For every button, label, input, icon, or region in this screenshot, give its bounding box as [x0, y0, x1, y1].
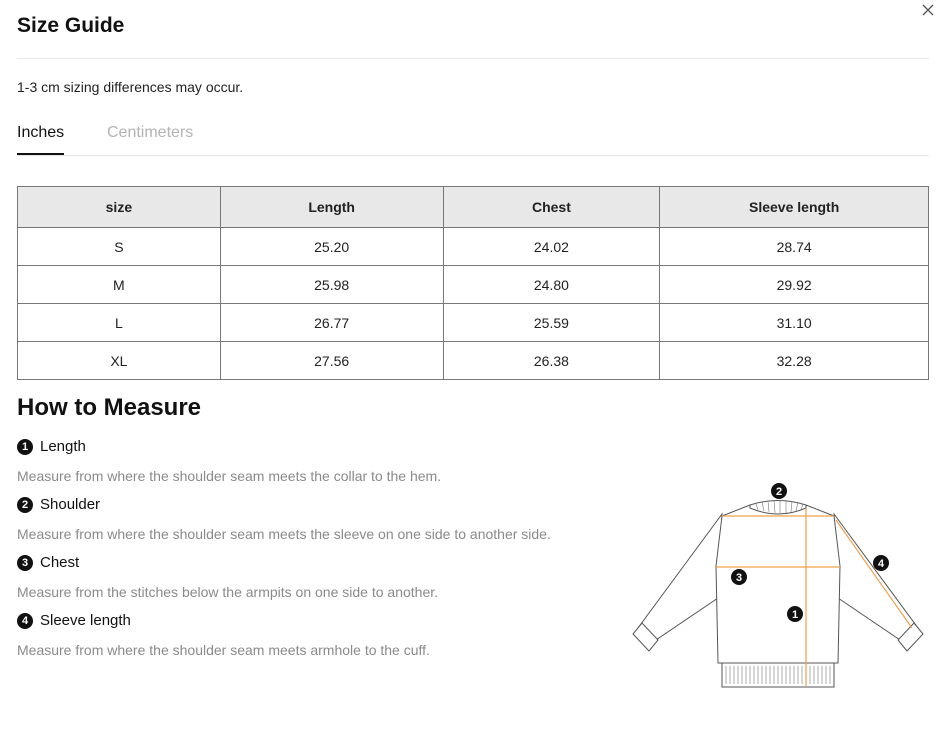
table-cell: M: [18, 266, 221, 304]
step-shoulder-heading: [17, 496, 100, 513]
title-divider: [17, 58, 929, 59]
table-row: [18, 342, 929, 380]
sizing-note: 1-3 cm sizing differences may occur.: [17, 79, 244, 95]
column-header-chest: Chest: [443, 187, 660, 228]
svg-text:2: 2: [775, 486, 783, 498]
table-cell: 31.10: [660, 304, 929, 342]
column-header-sleeve-length: Sleeve length: [660, 187, 929, 228]
table-cell: 26.77: [220, 304, 443, 342]
tab-centimeters[interactable]: Centimeters: [107, 112, 193, 154]
table-cell: 27.56: [220, 342, 443, 380]
table-header-row: [18, 187, 929, 228]
step-label: Sleeve length: [40, 612, 131, 629]
unit-tabs: [17, 112, 929, 156]
table-cell: 24.02: [443, 228, 660, 266]
number-one-icon: 1: [17, 439, 33, 455]
table-cell: 32.28: [660, 342, 929, 380]
table-cell: 25.98: [220, 266, 443, 304]
close-button[interactable]: [918, 0, 940, 22]
close-icon: [918, 0, 940, 22]
tab-inches[interactable]: Inches: [17, 112, 64, 155]
how-to-measure-title: How to Measure: [17, 394, 202, 421]
table-cell: 26.38: [443, 342, 660, 380]
size-table: [17, 186, 929, 380]
table-cell: L: [18, 304, 221, 342]
step-label: Chest: [40, 554, 80, 571]
number-two-icon: 2: [17, 497, 33, 513]
table-cell: XL: [18, 342, 221, 380]
step-chest-heading: [17, 554, 79, 571]
number-three-icon: 3: [17, 555, 33, 571]
svg-text:4: 4: [877, 558, 885, 570]
step-label: Length: [40, 438, 86, 455]
sweater-measurement-icon: [628, 478, 930, 692]
step-length-description: Measure from where the shoulder seam meets the collar to the hem.: [17, 468, 442, 484]
step-sleeve-length-description: Measure from where the shoulder seam meets armhole to the cuff.: [17, 642, 430, 658]
column-header-size: size: [18, 187, 221, 228]
table-cell: 25.20: [220, 228, 443, 266]
table-cell: 29.92: [660, 266, 929, 304]
svg-text:3: 3: [735, 572, 743, 584]
table-row: [18, 304, 929, 342]
table-cell: S: [18, 228, 221, 266]
step-length-heading: [17, 438, 86, 455]
svg-text:1: 1: [791, 609, 799, 621]
step-chest-description: Measure from the stitches below the armpits on one side to another.: [17, 584, 439, 600]
step-sleeve-length-heading: [17, 612, 131, 629]
step-label: Shoulder: [40, 496, 101, 513]
modal-title: Size Guide: [17, 14, 125, 37]
step-shoulder-description: Measure from where the shoulder seam meets the sleeve on one side to another side.: [17, 526, 551, 542]
column-header-length: Length: [220, 187, 443, 228]
table-row: [18, 266, 929, 304]
table-cell: 28.74: [660, 228, 929, 266]
table-cell: 24.80: [443, 266, 660, 304]
number-four-icon: 4: [17, 613, 33, 629]
table-cell: 25.59: [443, 304, 660, 342]
table-row: [18, 228, 929, 266]
